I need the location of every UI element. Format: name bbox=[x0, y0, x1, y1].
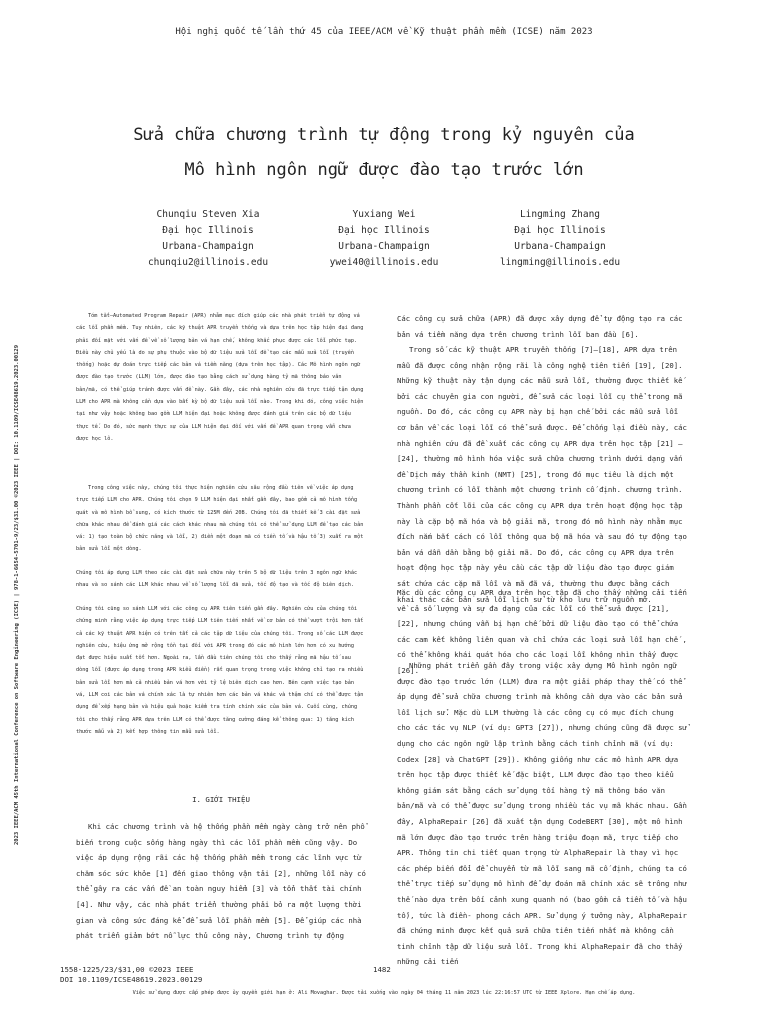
right-paragraph-1: Các công cụ sửa chữa (APR) đã được xây dựng để tự động tạo ra các bản vá tiềm năng dựa trên chương trình lỗi ban đầu [6]. bbox=[397, 314, 683, 339]
paper-title-line1: Sửa chữa chương trình tự động trong kỷ nguyên của bbox=[133, 125, 635, 145]
study-paragraph-1: Trong công việc này, chúng tôi thực hiện nghiên cứu sâu rộng đầu tiên về việc áp dụng trực tiếp LLM cho APR. Chúng tôi chọn 9 LLM hiện đại nhất gần đây, bao gồm cả mô hình tổng quát và mô hình bổ sung, có kích thước từ 125M đến 20B. Chúng tôi đã thiết kế 3 cài đặt sửa chữa khác nhau để đánh giá các cách khác nhau mà chúng tôi có thể sử dụng LLM để tạo các bản vá: 1) tạo toàn bộ chức năng và lỗi, 2) điền một đoạn mã có tiền tố và hậu tố 3) xuất ra một bản sửa lỗi một dòng. bbox=[76, 485, 364, 553]
conference-header: Hội nghị quốc tế lần thứ 45 của IEEE/ACM về Kỹ thuật phần mềm (ICSE) năm 2023 bbox=[175, 27, 593, 37]
footer-issn: 1558-1225/23/$31,00 ©2023 IEEE bbox=[60, 965, 194, 974]
right-paragraph-4: Những phát triển gần đây trong việc xây dựng Mô hình ngôn ngữ được đào tạo trước lớn (LLM) đưa ra một giải pháp thay thế có thể áp dụng để sửa chữa chương trình mà không cần dựa vào các bản sửa lỗi lịch sử. Mặc dù LLM thường là các công cụ có mục đích chung cho các tác vụ NLP (ví dụ: GPT3 [27]), nhưng chúng cũng đã được sử dụng cho các ngôn ngữ lập trình bằng cách tinh chỉnh mã (ví dụ: Codex [28] và ChatGPT [29]). Không giống như các mô hình APR dựa trên học tập được thiết kế đặc biệt, LLM được đào tạo theo kiểu không giám sát bằng cách sử dụng tối hàng tỷ mã thông báo văn bản/mã và có thể được sử dụng trong nhiều tác vụ mã khác nhau. Gần đây, AlphaRepair [26] đã xuất tận dụng CodeBERT [30], một mô hình mã lớn được đào tạo trước trên hàng triệu đoạn mã, trực tiếp cho APR. Thông tin chi tiết quan trọng từ AlphaRepair là thay vì học các phép biến đổi để chuyển từ mã lỗi sang mã cố định, chúng ta có thể trực tiếp sử dụng mô hình để dự đoán mã chính xác sẽ trông như thế nào dựa trên bối cảnh xung quanh nó (bao gồm cả tiền tố và hậu tố), tức là điền- phong cách APR. Sử dụng ý tưởng này, AlphaRepair đã chứng minh được kết quả sửa chữa tiên tiến nhất mà không cần tinh chỉnh tập dữ liệu sửa lỗi. Trong khi AlphaRepair đã cho thấy những cải tiến bbox=[397, 661, 687, 967]
author-affiliation: Đại học Illinois bbox=[162, 225, 254, 236]
author-name: Yuxiang Wei bbox=[352, 209, 416, 220]
author-block-2 bbox=[284, 207, 484, 271]
footer-copyright bbox=[60, 965, 202, 985]
footer-doi: DOI 10.1109/ICSE48619.2023.00129 bbox=[60, 975, 203, 984]
author-block-1 bbox=[108, 207, 308, 271]
download-notice: Việc sử dụng được cấp phép được ủy quyền giới hạn ở: Ali Movaghar. Được tải xuống vào ngày 04 tháng 11 năm 2023 lúc 22:16:57 UTC từ IEEE Xplore. Hạn chế áp dụng. bbox=[132, 990, 636, 996]
author-affiliation-city: Urbana-Champaign bbox=[162, 241, 254, 252]
sidebar-doi: 2023 IEEE/ACM 45th International Conference on Software Engineering (ICSE) | 978-1-6654-5701-9/23/$31.00 ©2023 IEEE | DOI: 10.1109/ICSE48619.2023.00129 bbox=[14, 344, 20, 845]
right-paragraph-2: Trong số các kỹ thuật APR truyền thống [7]–[18], APR dựa trên mẫu đã được công nhận rộng rãi là công nghệ tiên tiến [19], [20]. Những kỹ thuật này tận dụng các mẫu sửa lỗi, thường được thiết kế bởi các chuyên gia con người, để sửa các loại lỗi cụ thể trong mã nguồn. Do đó, các công cụ APR này bị hạn chế bởi các mẫu sửa lỗi cơ bản về các loại lỗi có thể sửa được. Để chống lại điều này, các nhà nghiên cứu đã đề xuất các công cụ APR dựa trên học tập [21] – [24], thường mô hình hóa việc sửa chữa chương trình dưới dạng vấn đề Dịch máy thần kinh (NMT) [25], trong đó mục tiêu là dịch một chương trình có lỗi thành một chương trình cố định. chương trình. Thành phần cốt lõi của các công cụ APR dựa trên hoạt động học tập này là cặp bộ mã hóa và bộ giải mã, trong đó mô hình này nhằm mục đích nắm bắt cách có lỗi thông qua bộ mã hóa và sau đó tự động tạo bản vá dẫn dần bằng bộ giải mã. Do đó, các công cụ APR dựa trên hoạt động học tập này yêu cầu các tập dữ liệu đào tạo được giám sát chứa các cặp mã lỗi và mã đã vá, thường thu được bằng cách khai thác các bản sửa lỗi lịch sử từ kho lưu trữ nguồn mở. bbox=[397, 345, 687, 604]
author-affiliation-city: Urbana-Champaign bbox=[338, 241, 430, 252]
intro-paragraph: Khi các chương trình và hệ thống phần mềm ngày càng trở nên phổ biến trong cuộc sống hàng ngày thì các lỗi phần mềm cũng vậy. Do việc áp dụng rộng rãi các hệ thống phần mềm trong các lĩnh vực từ chăm sóc sức khỏe [1] đến giao thông vận tải [2], những lỗi này có thể gây ra các vấn đề an toàn nguy hiểm [3] và tổn thất tài chính [4]. Như vậy, các nhà phát triển thường phải bỏ ra một lượng thời gian và công sức đáng kể để sửa lỗi phần mềm [5]. Để giúp các nhà phát triển giảm bớt nỗ lực thủ công này, Chương trình tự động bbox=[76, 822, 366, 941]
author-block-3 bbox=[460, 207, 660, 271]
author-affiliation: Đại học Illinois bbox=[514, 225, 606, 236]
right-paragraph-3: Mặc dù các công cụ APR dựa trên học tập đã cho thấy những cải tiến về cả số lượng và sự đa dạng của các lỗi có thể sửa được [21], [22], nhưng chúng vẫn bị hạn chế bởi dữ liệu đào tạo có thể chứa các cam kết không liên quan và chỉ chứa các loại sửa lỗi hạn chế , có thể không khái quát hóa cho các loại lỗi không nhìn thấy được [26]. bbox=[397, 588, 687, 675]
paper-title-line2: Mô hình ngôn ngữ được đào tạo trước lớn bbox=[184, 160, 584, 180]
author-affiliation: Đại học Illinois bbox=[338, 225, 430, 236]
author-name: Chunqiu Steven Xia bbox=[156, 209, 260, 220]
author-email: lingming@illinois.edu bbox=[499, 257, 621, 268]
author-email: ywei40@illinois.edu bbox=[329, 257, 439, 268]
page-number: 1482 bbox=[373, 965, 391, 974]
section-heading: I. GIỚI THIỆU bbox=[192, 795, 250, 804]
abstract: Tóm tắt—Automated Program Repair (APR) nhằm mục đích giúp các nhà phát triển tự động vá các lỗi phần mềm. Tuy nhiên, các kỹ thuật APR truyền thống và dựa trên học tập hiện đại đang phải đối mặt với vấn đề về số lượng bản vá hạn chế, không khắc phục được các lỗi phức tạp. Điều này chủ yếu là do sự phụ thuộc vào bộ dữ liệu sửa lỗi để tạo các mẫu sửa lỗi (truyền thống) hoặc dự đoán trực tiếp các bản vá tiềm năng (dựa trên học tập). Các Mô hình ngôn ngữ được đào tạo trước (LLM) lớn, được đào tạo bằng cách sử dụng hàng tỷ mã thông báo văn bản/mã, có thể giúp tránh được vấn đề này. Gần đây, các nhà nghiên cứu đã trực tiếp tận dụng LLM cho APR mà không cần dựa vào bất kỳ bộ dữ liệu sửa lỗi nào. Trong khi đó, công việc hiện tại như vậy hoặc không bao gồm LLM hiện đại hoặc không được đánh giá trên các bộ dữ liệu thực tế. Do đó, sức mạnh thực sự của LLM hiện đại đối với vấn đề APR quan trọng vẫn chưa được học lỏ. bbox=[76, 313, 364, 442]
study-paragraph-2: Chúng tôi áp dụng LLM theo các cài đặt sửa chữa này trên 5 bộ dữ liệu trên 3 ngôn ngữ khác nhau và so sánh các LLM khác nhau về số lượng lỗi đã sửa, tốc độ tạo và tốc độ biên dịch. bbox=[76, 570, 358, 589]
author-name: Lingming Zhang bbox=[519, 209, 601, 220]
study-paragraph-3: Chúng tôi cũng so sánh LLM với các công cụ APR tiên tiến gần đây. Nghiên cứu của chúng tôi chứng minh rằng việc áp dụng trực tiếp LLM tiên tiến nhất về cơ bản có thể vượt trội hơn tất cả các kỹ thuật APR hiện có trên tất cả các tập dữ liệu của chúng tôi. Trong số các LLM được nghiên cứu, hiệu ứng mở rộng tồn tại đối với APR trong đó các mô hình lớn hơn có xu hướng đạt được hiệu suất tốt hơn. Ngoài ra, lần đầu tiên chúng tôi cho thấy rằng mã hậu tố sau dòng lỗi (được áp dụng trong APR kiểu điền) rất quan trọng trong việc không chỉ tạo ra nhiều bản sửa lỗi hơn mà cả nhiều bản vá hơn với tỷ lệ biên dịch cao hơn. Bên cạnh việc tạo bản vá, LLM coi các bản vá chính xác là tự nhiên hơn các bản vá khác và thậm chí có thể được tận dụng để xếp hạng bản và hiệu quả hoặc kiểm tra tính chính xác của bản vá. Cuối cùng, chúng tôi cho thấy rằng APR dựa trên LLM có thể được tăng cường đáng kể thông qua: 1) tăng kích thước mẫu và 2) kết hợp thông tin mẫu sửa lỗi. bbox=[76, 606, 364, 735]
author-affiliation-city: Urbana-Champaign bbox=[514, 241, 606, 252]
author-email: chunqiu2@illinois.edu bbox=[147, 257, 269, 268]
